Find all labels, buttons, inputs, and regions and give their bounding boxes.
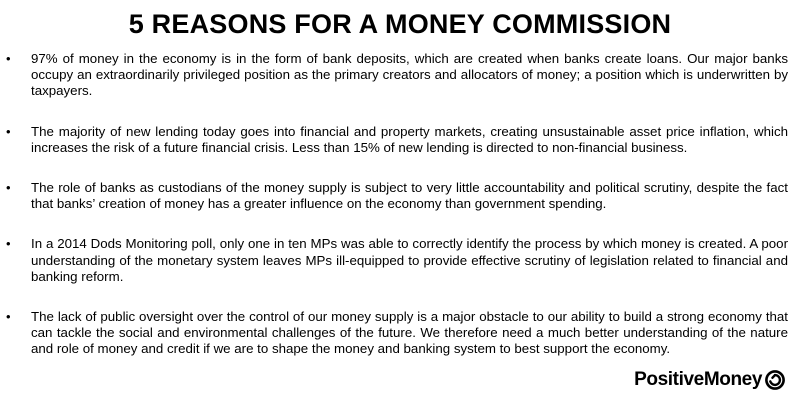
positive-money-logo <box>634 368 786 392</box>
reason-text: The majority of new lending today goes into financial and property markets, creating unsustainable asset price inflation, which increases the risk of a future financial crisis. Less than 15% of new lending is directed to non-financial business. <box>31 123 788 155</box>
bullet-icon: • <box>6 51 11 66</box>
page-title: 5 REASONS FOR A MONEY COMMISSION <box>128 9 672 39</box>
reason-item <box>0 309 800 358</box>
reason-item <box>0 51 800 100</box>
reason-item <box>0 124 800 156</box>
logo-text: PositiveMoney <box>634 369 762 390</box>
reason-text: In a 2014 Dods Monitoring poll, only one in ten MPs was able to correctly identify the process by which money is created. A poor understanding of the monetary system leaves MPs ill-equipped to provide effective scrutiny of legislation related to financial and banking reform. <box>31 236 788 284</box>
bullet-icon: • <box>6 309 11 325</box>
reason-item <box>0 236 800 285</box>
reason-text: The role of banks as custodians of the money supply is subject to very little accountability and political scrutiny, despite the fact that banks’ creation of money has a greater influence on the economy than government spending. <box>31 180 788 212</box>
bullet-icon: • <box>6 123 11 139</box>
reason-item <box>0 180 800 212</box>
positive-money-swirl-icon <box>764 369 786 391</box>
bullet-icon: • <box>6 180 11 196</box>
bullet-icon: • <box>6 236 11 252</box>
reasons-list <box>0 51 800 382</box>
reason-text: 97% of money in the economy is in the form of bank deposits, which are created when banks create loans. Our major banks occupy an extraordinarily privileged position as the primary creators and allocators of money; a position which is underwritten by taxpayers. <box>31 51 788 99</box>
reason-text: The lack of public oversight over the control of our money supply is a major obstacle to our ability to build a strong economy that can tackle the social and environmental challenges of the future. We therefore need a much better understanding of the nature and role of money and credit if we are to shape the money and banking system to best support the economy. <box>31 309 788 357</box>
